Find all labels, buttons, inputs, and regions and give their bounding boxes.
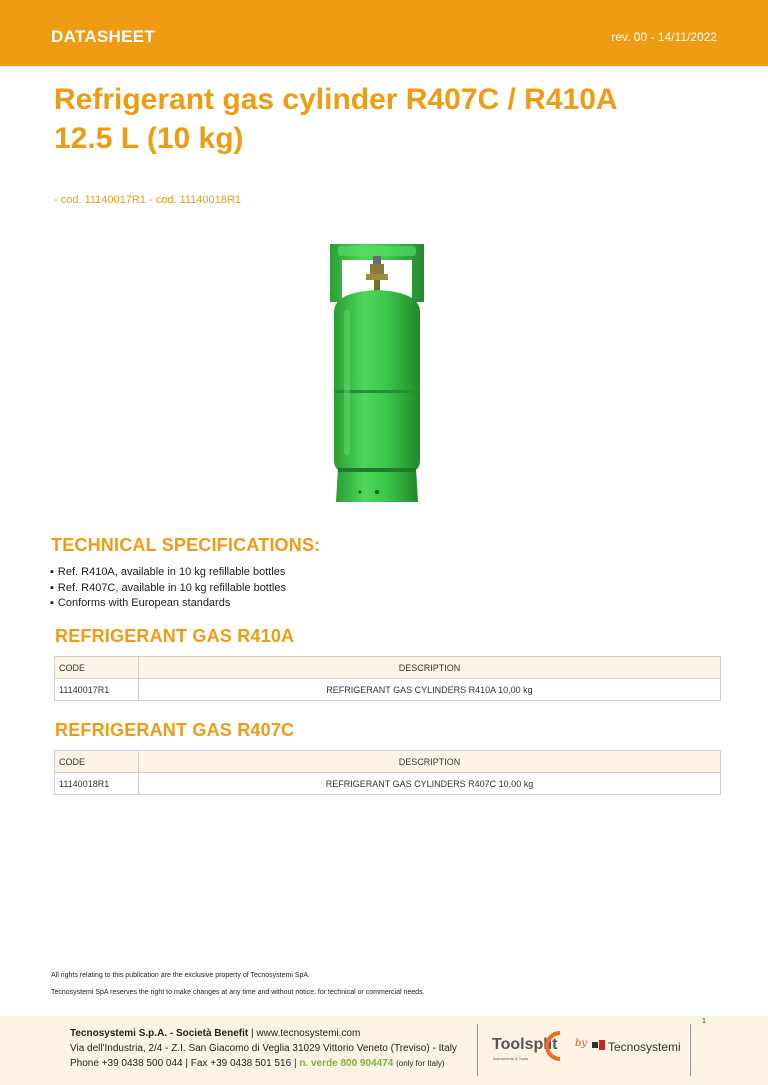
company-name: Tecnosystemi S.p.A. - Società Benefit [70,1028,249,1039]
gas-cylinder-image [316,240,438,504]
table-header-row [55,657,721,679]
description-cell: REFRIGERANT GAS CYLINDERS R407C 10,00 kg [139,773,721,795]
website-link[interactable]: www.tecnosystemi.com [256,1028,361,1039]
technical-bullets [50,565,286,612]
logo-by-text: by [575,1038,588,1049]
toolsplit-logo-subtext: Instruments & Tools [493,1056,529,1061]
description-column-header: DESCRIPTION [139,657,721,679]
footer-address: Via dell'Industria, 2/4 - Z.I. San Giacomo di Veglia 31029 Vittorio Veneto (Treviso) - Italy [70,1043,457,1054]
footer-divider [477,1024,478,1076]
technical-specifications-title: TECHNICAL SPECIFICATIONS: [51,535,321,555]
r410a-table [54,656,721,701]
revision-date: rev. 00 - 14/11/2022 [611,30,717,44]
product-title-line1: Refrigerant gas cylinder R407C / R410A [54,83,618,116]
product-title [54,80,734,158]
spec-bullet: ▪ Ref. R407C, available in 10 kg refillable bottles [50,581,286,597]
legal-notice-property: All rights relating to this publication are the exclusive property of Tecnosystemi SpA. [51,972,310,979]
r410a-section-title: REFRIGERANT GAS R410A [55,626,295,646]
footer-divider [690,1024,691,1076]
tecnosystemi-logo [592,1036,682,1058]
fax-number: Fax +39 0438 501 516 [190,1058,292,1069]
table-row [55,773,721,795]
footer-line-company: Tecnosystemi S.p.A. - Società Benefit | www.tecnosystemi.com [70,1028,361,1039]
table-header-row [55,751,721,773]
r407c-section-title: REFRIGERANT GAS R407C [55,720,295,740]
spec-bullet: ▪ Ref. R410A, available in 10 kg refillable bottles [50,565,286,581]
tecnosystemi-logo-text: Tecnosystemi [608,1040,681,1054]
spec-bullet: ▪ Conforms with European standards [50,596,286,612]
footer-contact [70,1026,457,1071]
code-cell: 11140017R1 [55,679,139,701]
header-bar [0,0,768,66]
footer [0,1016,768,1085]
table-row [55,679,721,701]
code-cell: 11140018R1 [55,773,139,795]
description-column-header: DESCRIPTION [139,751,721,773]
toll-free-note: (only for Italy) [396,1059,445,1068]
product-title-line2: 12.5 L (10 kg) [54,122,244,155]
code-column-header: CODE [55,751,139,773]
toolsplit-logo-text: Toolsplit [492,1036,558,1053]
toolsplit-logo [490,1029,568,1067]
phone-number: Phone +39 0438 500 044 [70,1058,183,1069]
description-cell: REFRIGERANT GAS CYLINDERS R410A 10,00 kg [139,679,721,701]
legal-notice-changes: Tecnosystemi SpA reserves the right to make changes at any time and without notice, for technical or commercial needs. [51,989,425,996]
r407c-table [54,750,721,795]
toll-free-number: n. verde 800 904474 [299,1058,394,1069]
footer-line-phone: Phone +39 0438 500 044 | Fax +39 0438 501 516 | n. verde 800 904474 (only for Italy) [70,1058,445,1069]
code-column-header: CODE [55,657,139,679]
product-codes: - cod. 11140017R1 - cod. 11140018R1 [54,194,241,206]
datasheet-label: DATASHEET [51,27,156,46]
page-number: 1 [702,1018,706,1025]
